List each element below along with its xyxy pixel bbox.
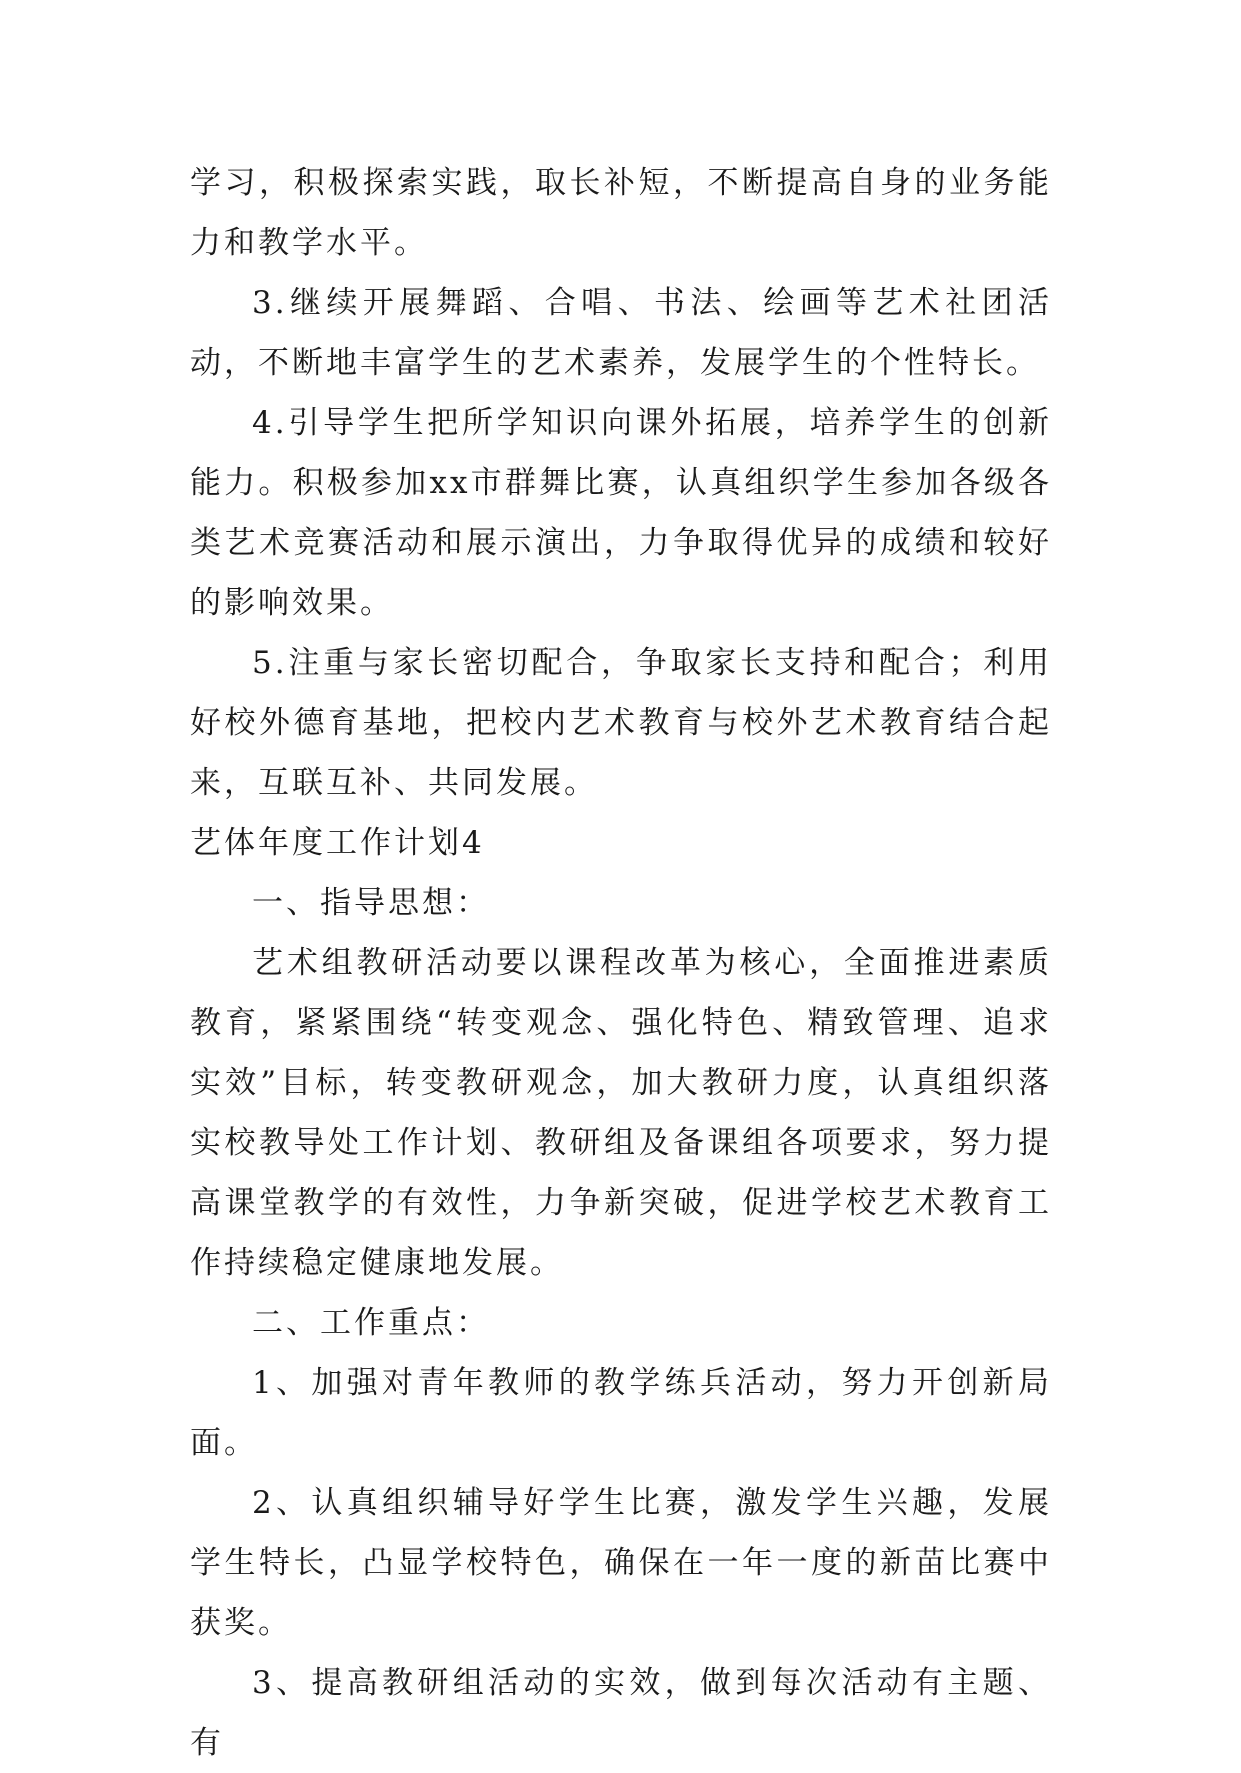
paragraph-item-3: 3.继续开展舞蹈、合唱、书法、绘画等艺术社团活动，不断地丰富学生的艺术素养，发展学生的个性特长。: [190, 285, 1052, 381]
paragraph-item-5: 5.注重与家长密切配合，争取家长支持和配合；利用好校外德育基地，把校内艺术教育与校外艺术教育结合起来，互联互补、共同发展。: [190, 645, 1052, 801]
paragraph-item-4: 4.引导学生把所学知识向课外拓展，培养学生的创新能力。积极参加xx市群舞比赛，认真组织学生参加各级各类艺术竞赛活动和展示演出，力争取得优异的成绩和较好的影响效果。: [190, 405, 1052, 621]
subheading-work-focus: 二、工作重点：: [252, 1305, 490, 1341]
paragraph-focus-3: 3、提高教研组活动的实效，做到每次活动有主题、有: [190, 1665, 1052, 1761]
section-title: 艺体年度工作计划4: [190, 825, 485, 861]
subheading-guiding-thought: 一、指导思想：: [252, 885, 490, 921]
document-body: [190, 153, 1052, 1773]
paragraph-continuation: 学习，积极探索实践，取长补短，不断提高自身的业务能力和教学水平。: [190, 165, 1052, 261]
paragraph-focus-2: 2、认真组织辅导好学生比赛，激发学生兴趣，发展学生特长，凸显学校特色，确保在一年一度的新苗比赛中获奖。: [190, 1485, 1052, 1641]
paragraph-guiding-thought: 艺术组教研活动要以课程改革为核心，全面推进素质教育，紧紧围绕“转变观念、强化特色、精致管理、追求实效”目标，转变教研观念，加大教研力度，认真组织落实校教导处工作计划、教研组及备课组各项要求，努力提高课堂教学的有效性，力争新突破，促进学校艺术教育工作持续稳定健康地发展。: [190, 945, 1052, 1281]
paragraph-focus-1: 1、加强对青年教师的教学练兵活动，努力开创新局面。: [190, 1365, 1052, 1461]
